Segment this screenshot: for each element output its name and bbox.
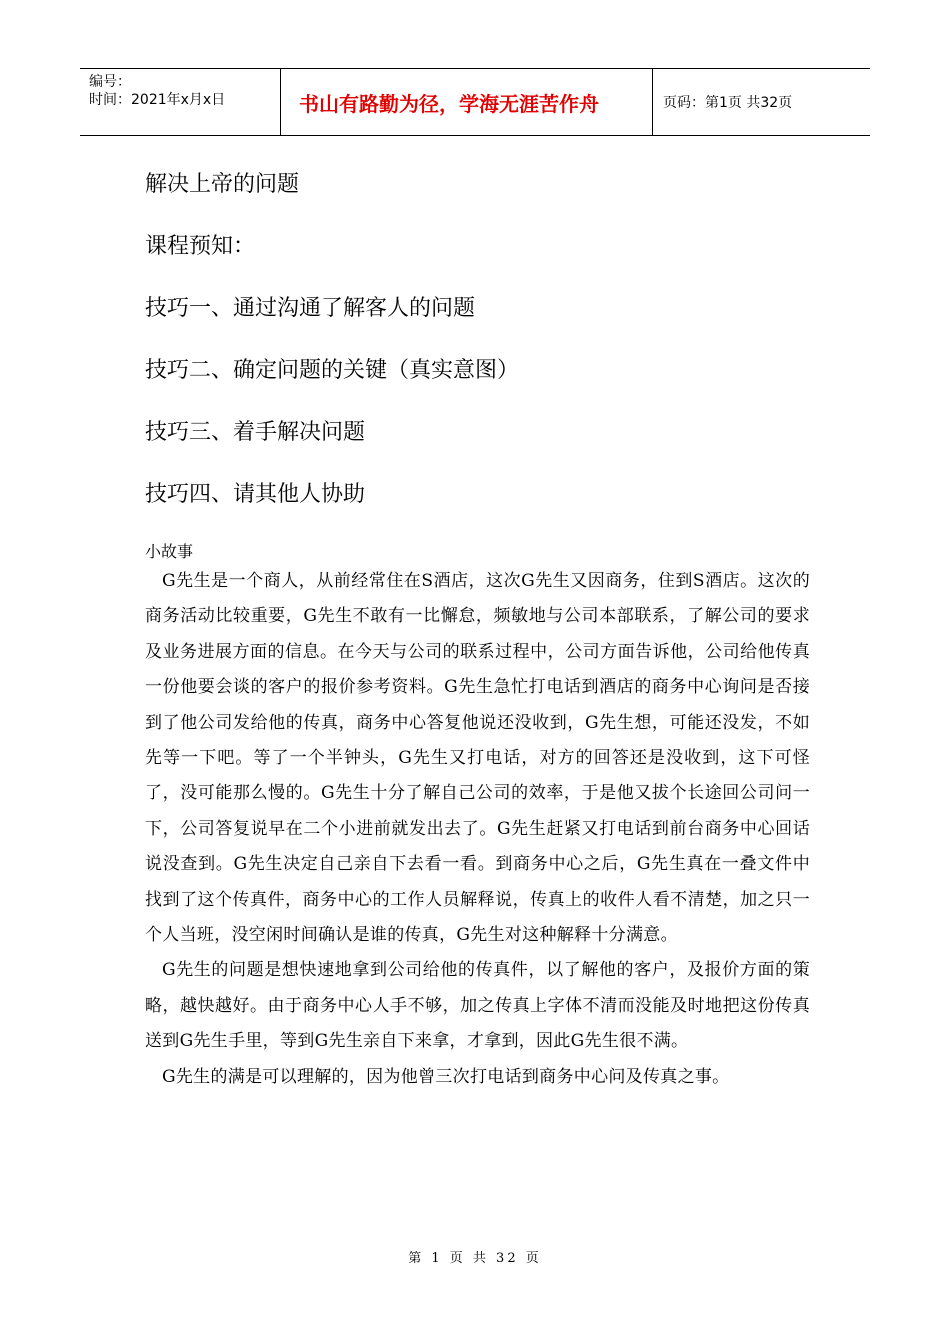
header-motto-cell: [281, 69, 653, 135]
skill-item: 技巧一、通过沟通了解客人的问题: [145, 296, 476, 321]
story-title: 小故事: [145, 542, 194, 561]
skill-item: 技巧三、着手解决问题: [145, 420, 366, 445]
course-preview-heading: 课程预知：: [145, 234, 256, 259]
story-paragraph: G先生的满是可以理解的，因为他曾三次打电话到商务中心问及传真之事。: [162, 1066, 730, 1087]
story-paragraph: G先生的问题是想快速地拿到公司给他的传真件，以了解他的客户，及报价方面的策略，越快越好。由于商务中心人手不够，加之传真上字体不清而没能及时地把这份传真送到G先生手里，等到G先生亲自下来拿，才拿到，因此G先生很不满。: [145, 960, 810, 1052]
page-footer: 第 1 页 共 32 页: [408, 1251, 542, 1266]
document-title: 解决上帝的问题: [145, 172, 300, 197]
document-body: [145, 160, 810, 1095]
number-label: 编号：: [89, 74, 131, 90]
header-page-cell: [653, 69, 870, 135]
skill-item: 技巧二、确定问题的关键（真实意图）: [145, 358, 520, 383]
story-paragraph: G先生是一个商人，从前经常住在S酒店，这次G先生又因商务，住到S酒店。这次的商务活动比较重要，G先生不敢有一比懈怠，频敏地与公司本部联系，了解公司的要求及业务进展方面的信息。在今天与公司的联系过程中，公司方面告诉他，公司给他传真一份他要会谈的客户的报价参考资料。G先生急忙打电话到酒店的商务中心询问是否接到了他公司发给他的传真，商务中心答复他说还没收到，G先生想，可能还没发，不如先等一下吧。等了一个半钟头，G先生又打电话，对方的回答还是没收到，这下可怪了，没可能那么慢的。G先生十分了解自己公司的效率，于是他又拔个长途回公司问一下，公司答复说早在二个小进前就发出去了。G先生赶紧又打电话到前台商务中心回话说没查到。G先生决定自己亲自下去看一看。到商务中心之后，G先生真在一叠文件中找到了这个传真件，商务中心的工作人员解释说，传真上的收件人看不清楚，加之只一个人当班，没空闲时间确认是谁的传真，G先生对这种解释十分满意。: [145, 571, 810, 946]
header-meta: [80, 69, 281, 135]
time-label: 时间：2021年x月x日: [89, 92, 226, 108]
header-page-info: 页码：第1页 共32页: [663, 95, 793, 111]
document-header: [80, 68, 870, 136]
header-motto: 书山有路勤为径，学海无涯苦作舟: [299, 91, 599, 116]
skill-item: 技巧四、请其他人协助: [145, 482, 366, 507]
